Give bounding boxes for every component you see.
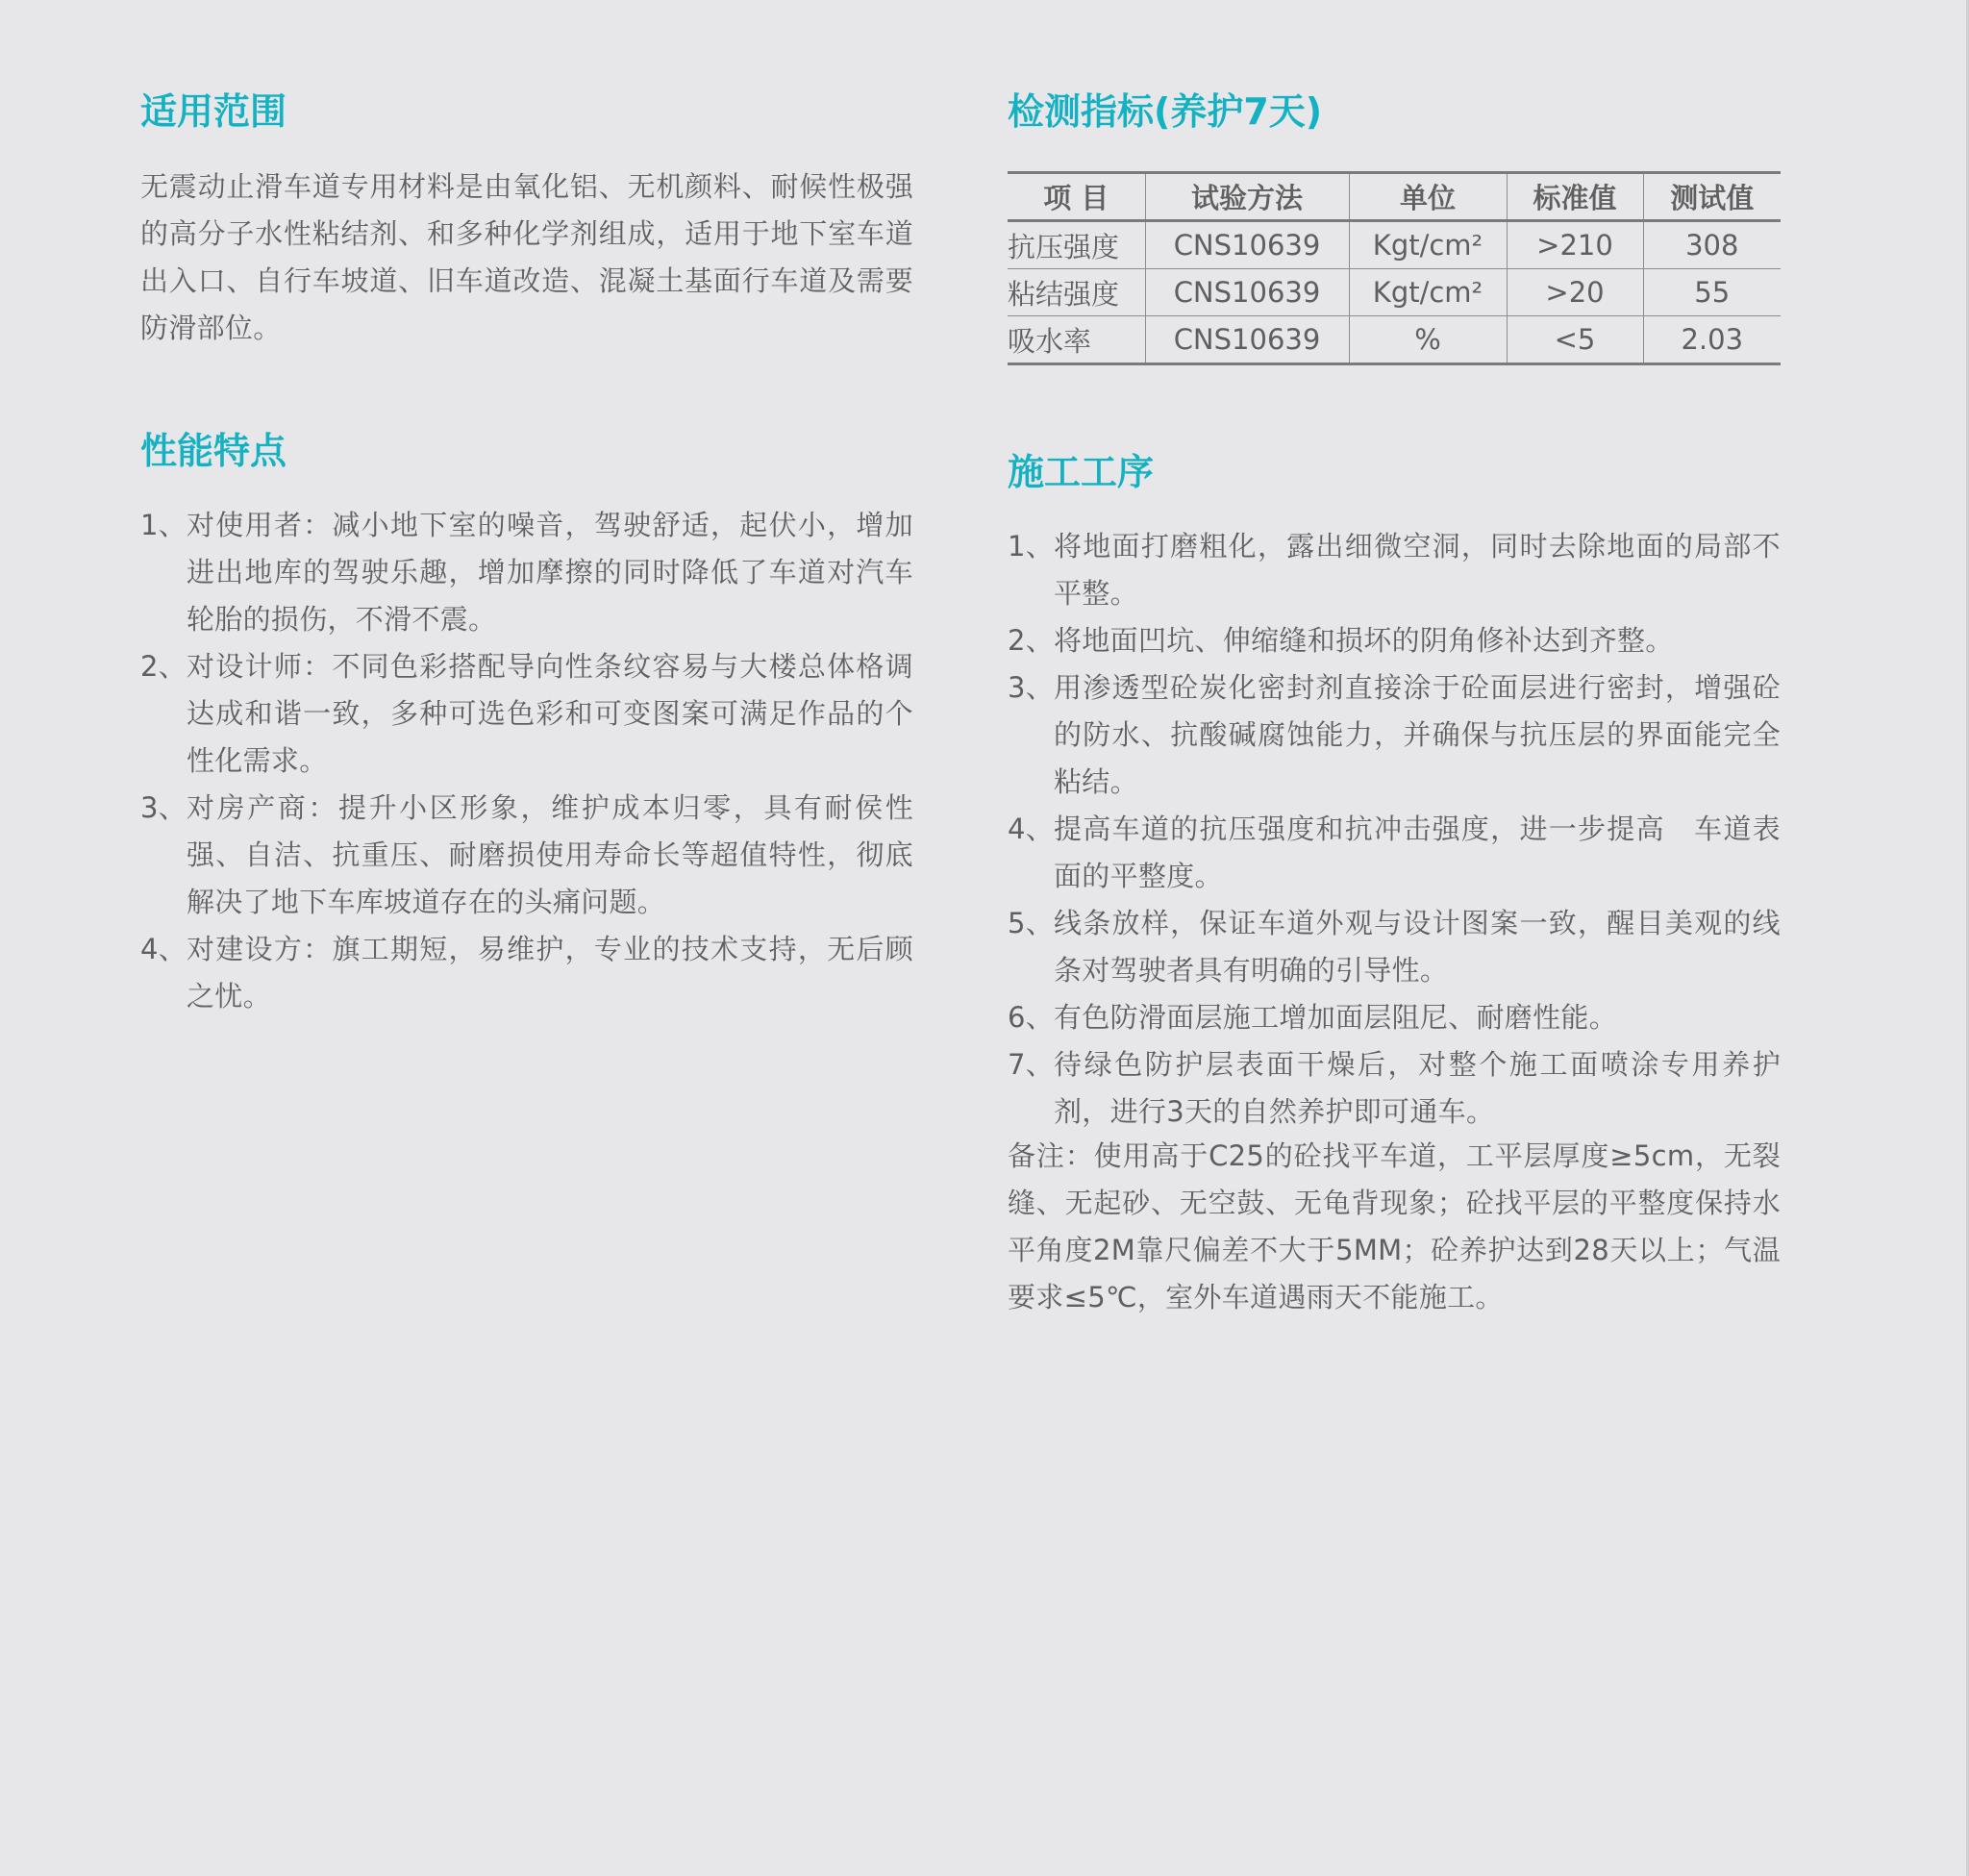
list-item [1008, 664, 1781, 806]
column-header: 标准值 [1507, 173, 1643, 221]
table-cell: CNS10639 [1145, 316, 1349, 364]
specs-heading: 检测指标(养护7天) [1008, 90, 1323, 133]
table-cell: CNS10639 [1145, 269, 1349, 316]
table-cell: <5 [1507, 316, 1643, 364]
list-item-number: 3、 [1008, 671, 1055, 704]
column-header: 试验方法 [1145, 173, 1349, 221]
scope-body: 无震动止滑车道专用材料是由氧化铝、无机颜料、耐候性极强的高分子水性粘结剂、和多种化学剂组成，适用于地下室车道出入口、自行车坡道、旧车道改造、混凝土基面行车道及需要防滑部位。 [140, 170, 913, 344]
spec-table [1008, 171, 1781, 365]
list-item-text: 提高车道的抗压强度和抗冲击强度，进一步提高 车道表面的平整度。 [1054, 813, 1781, 892]
list-item [1008, 1041, 1781, 1136]
process-heading: 施工工序 [1008, 451, 1155, 493]
list-item [1008, 806, 1781, 900]
table-cell: 55 [1643, 269, 1781, 316]
list-item-number: 3、 [140, 791, 187, 824]
list-item [140, 643, 913, 785]
list-item-number: 7、 [1008, 1048, 1055, 1081]
list-item [140, 502, 913, 643]
list-item [1008, 523, 1781, 617]
scope-heading: 适用范围 [140, 90, 287, 133]
column-header: 测试值 [1643, 173, 1781, 221]
list-item-text: 对使用者：减小地下室的噪音，驾驶舒适，起伏小，增加进出地库的驾驶乐趣，增加摩擦的同时降低了车道对汽车轮胎的损伤，不滑不震。 [187, 509, 913, 636]
list-item-number: 4、 [140, 933, 187, 965]
list-item-text: 有色防滑面层施工增加面层阻尼、耐磨性能。 [1054, 1001, 1618, 1034]
table-cell: % [1349, 316, 1507, 364]
list-item-number: 4、 [1008, 813, 1055, 845]
features-list [140, 502, 913, 1020]
list-item-text: 线条放样，保证车道外观与设计图案一致，醒目美观的线条对驾驶者具有明确的引导性。 [1054, 907, 1781, 987]
table-row [1008, 221, 1781, 269]
list-item-number: 1、 [1008, 530, 1055, 563]
process-note: 备注：使用高于C25的砼找平车道，工平层厚度≥5cm，无裂缝、无起砂、无空鼓、无龟背现象；砼找平层的平整度保持水平角度2M靠尺偏差不大于5MM；砼养护达到28天以上；气温要求≤5℃，室外车道遇雨天不能施工。 [1008, 1139, 1781, 1313]
list-item [1008, 994, 1781, 1041]
list-item [140, 785, 913, 926]
list-item-number: 5、 [1008, 907, 1055, 939]
table-cell: Kgt/cm² [1349, 221, 1507, 269]
table-cell: >210 [1507, 221, 1643, 269]
list-item [1008, 617, 1781, 664]
list-item-text: 用渗透型砼炭化密封剂直接涂于砼面层进行密封，增强砼的防水、抗酸碱腐蚀能力，并确保与抗压层的界面能完全粘结。 [1054, 671, 1781, 798]
list-item [140, 926, 913, 1020]
table-cell: 308 [1643, 221, 1781, 269]
table-cell: Kgt/cm² [1349, 269, 1507, 316]
list-item-number: 1、 [140, 509, 187, 541]
list-item-number: 2、 [140, 650, 187, 683]
column-header: 单位 [1349, 173, 1507, 221]
table-cell: 粘结强度 [1008, 277, 1120, 311]
list-item [1008, 900, 1781, 994]
table-cell: 吸水率 [1008, 324, 1092, 358]
list-item-text: 对建设方：旗工期短，易维护，专业的技术支持，无后顾之忧。 [187, 933, 913, 1013]
list-item-text: 对设计师：不同色彩搭配导向性条纹容易与大楼总体格调达成和谐一致，多种可选色彩和可变图案可满足作品的个性化需求。 [187, 650, 913, 777]
process-list [1008, 523, 1781, 1136]
table-header-row [1008, 173, 1781, 221]
table-cell: >20 [1507, 269, 1643, 316]
list-item-text: 将地面打磨粗化，露出细微空洞，同时去除地面的局部不平整。 [1054, 530, 1781, 610]
table-row [1008, 316, 1781, 364]
table-cell: 2.03 [1643, 316, 1781, 364]
list-item-text: 对房产商：提升小区形象，维护成本归零，具有耐侯性强、自洁、抗重压、耐磨损使用寿命长等超值特性，彻底解决了地下车库坡道存在的头痛问题。 [187, 791, 913, 918]
table-row [1008, 269, 1781, 316]
column-header: 项 目 [1043, 182, 1109, 214]
features-heading: 性能特点 [140, 430, 287, 472]
list-item-text: 待绿色防护层表面干燥后，对整个施工面喷涂专用养护剂，进行3天的自然养护即可通车。 [1054, 1048, 1781, 1128]
table-cell: CNS10639 [1145, 221, 1349, 269]
list-item-number: 2、 [1008, 624, 1055, 657]
table-cell: 抗压强度 [1008, 230, 1120, 263]
list-item-text: 将地面凹坑、伸缩缝和损坏的阴角修补达到齐整。 [1054, 624, 1674, 657]
list-item-number: 6、 [1008, 1001, 1055, 1034]
